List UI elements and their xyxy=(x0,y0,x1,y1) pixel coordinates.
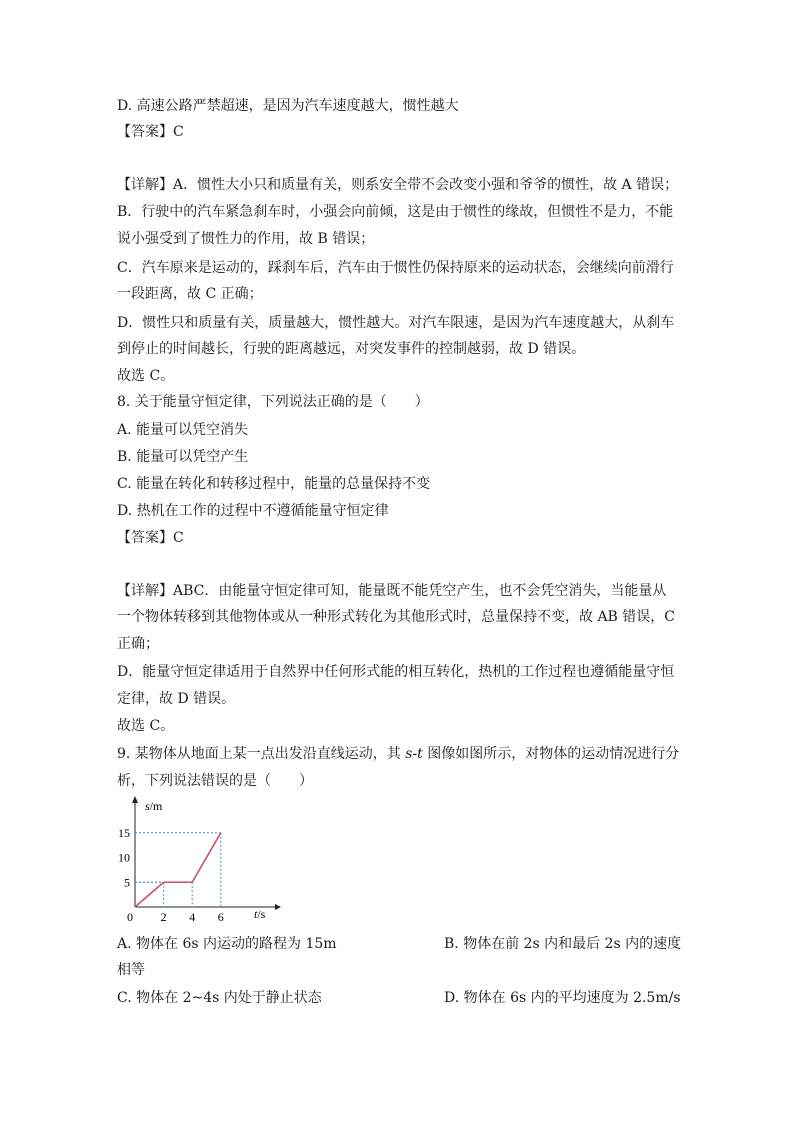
q7-detail-line: D．惯性只和质量有关，质量越大，惯性越大。对汽车限速，是因为汽车速度越大，从刹车 xyxy=(117,315,675,331)
q9-question-line2: 析，下列说法错误的是（ ） xyxy=(117,773,313,789)
plot-marks xyxy=(135,833,221,907)
q9-question-text: 图像如图所示，对物体的运动情况进行分 xyxy=(422,746,680,762)
y-axis-label xyxy=(145,799,163,813)
y-axis-var: s xyxy=(145,799,150,813)
q8-option-d: D. 热机在工作的过程中不遵循能量守恒定律 xyxy=(117,503,389,519)
tick-labels xyxy=(118,826,224,924)
y-tick-label: 10 xyxy=(118,850,130,865)
q8-conclusion: 故选 C。 xyxy=(117,718,175,734)
y-axis-unit: /m xyxy=(149,799,163,813)
x-axis-unit: /s xyxy=(257,907,266,921)
q7-detail-line: B．行驶中的汽车紧急刹车时，小强会向前倾，这是由于惯性的缘故，但惯性不是力，不能 xyxy=(117,204,674,220)
q9-question-line1 xyxy=(117,744,679,764)
x-tick-label: 2 xyxy=(160,910,167,924)
origin-label: 0 xyxy=(127,910,133,924)
q8-detail-line: 定律，故 D 错误。 xyxy=(117,691,236,707)
q9-question-variable: s-t xyxy=(405,746,423,762)
q7-detail-line: C．汽车原来是运动的，踩刹车后，汽车由于惯性仍保持原来的运动状态，会继续向前滑行 xyxy=(117,260,674,276)
q7-detail-line: 到停止的时间越长，行驶的距离越远，对突发事件的控制越弱，故 D 错误。 xyxy=(117,341,586,357)
x-axis-arrow-icon xyxy=(275,904,281,910)
q9-option-d: D. 物体在 6s 内的平均速度为 2.5m/s xyxy=(444,990,681,1006)
st-graph xyxy=(115,793,290,928)
q7-detail-line: 【详解】A．惯性大小只和质量有关，则系安全带不会改变小强和爷爷的惯性，故 A 错误； xyxy=(117,177,679,193)
q8-option-b: B. 能量可以凭空产生 xyxy=(117,449,249,465)
y-tick-label: 15 xyxy=(118,825,130,840)
q9-option-a: A. 物体在 6s 内运动的路程为 15m xyxy=(117,936,337,952)
q7-answer: 【答案】C xyxy=(117,124,184,140)
y-axis-arrow-icon xyxy=(132,796,138,803)
q9-option-b-continued: 相等 xyxy=(117,962,145,978)
x-tick-label: 4 xyxy=(189,910,196,924)
series-line xyxy=(135,833,221,907)
q9-option-c: C. 物体在 2~4s 内处于静止状态 xyxy=(117,990,322,1006)
q7-detail-line: 说小强受到了惯性力的作用，故 B 错误； xyxy=(117,231,375,247)
q9-question-text: 9. 某物体从地面上某一点出发沿直线运动，其 xyxy=(117,746,406,762)
q8-answer: 【答案】C xyxy=(117,530,184,546)
q8-option-c: C. 能量在转化和转移过程中，能量的总量保持不变 xyxy=(117,476,431,492)
x-axis-var: t xyxy=(254,907,258,921)
q9-option-b: B. 物体在前 2s 内和最后 2s 内的速度 xyxy=(444,936,682,952)
y-tick-label: 5 xyxy=(124,875,130,890)
x-axis-label xyxy=(254,907,266,921)
q8-detail-line: 正确； xyxy=(117,636,159,652)
q7-detail-line: 一段距离，故 C 正确； xyxy=(117,286,263,302)
q7-option-d: D. 高速公路严禁超速，是因为汽车速度越大，惯性越大 xyxy=(117,98,459,114)
q8-detail-line: 【详解】ABC．由能量守恒定律可知，能量既不能凭空产生，也不会凭空消失，当能量从 xyxy=(117,583,667,599)
q8-question: 8. 关于能量守恒定律，下列说法正确的是（ ） xyxy=(117,394,429,410)
q8-detail-line: 一个物体转移到其他物体或从一种形式转化为其他形式时，总量保持不变，故 AB 错误，C xyxy=(117,609,676,625)
q8-option-a: A. 能量可以凭空消失 xyxy=(117,422,249,438)
q7-conclusion: 故选 C。 xyxy=(117,368,175,384)
q8-detail-line: D．能量守恒定律适用于自然界中任何形式能的相互转化，热机的工作过程也遵循能量守恒 xyxy=(117,664,675,680)
x-tick-label: 6 xyxy=(217,910,224,924)
